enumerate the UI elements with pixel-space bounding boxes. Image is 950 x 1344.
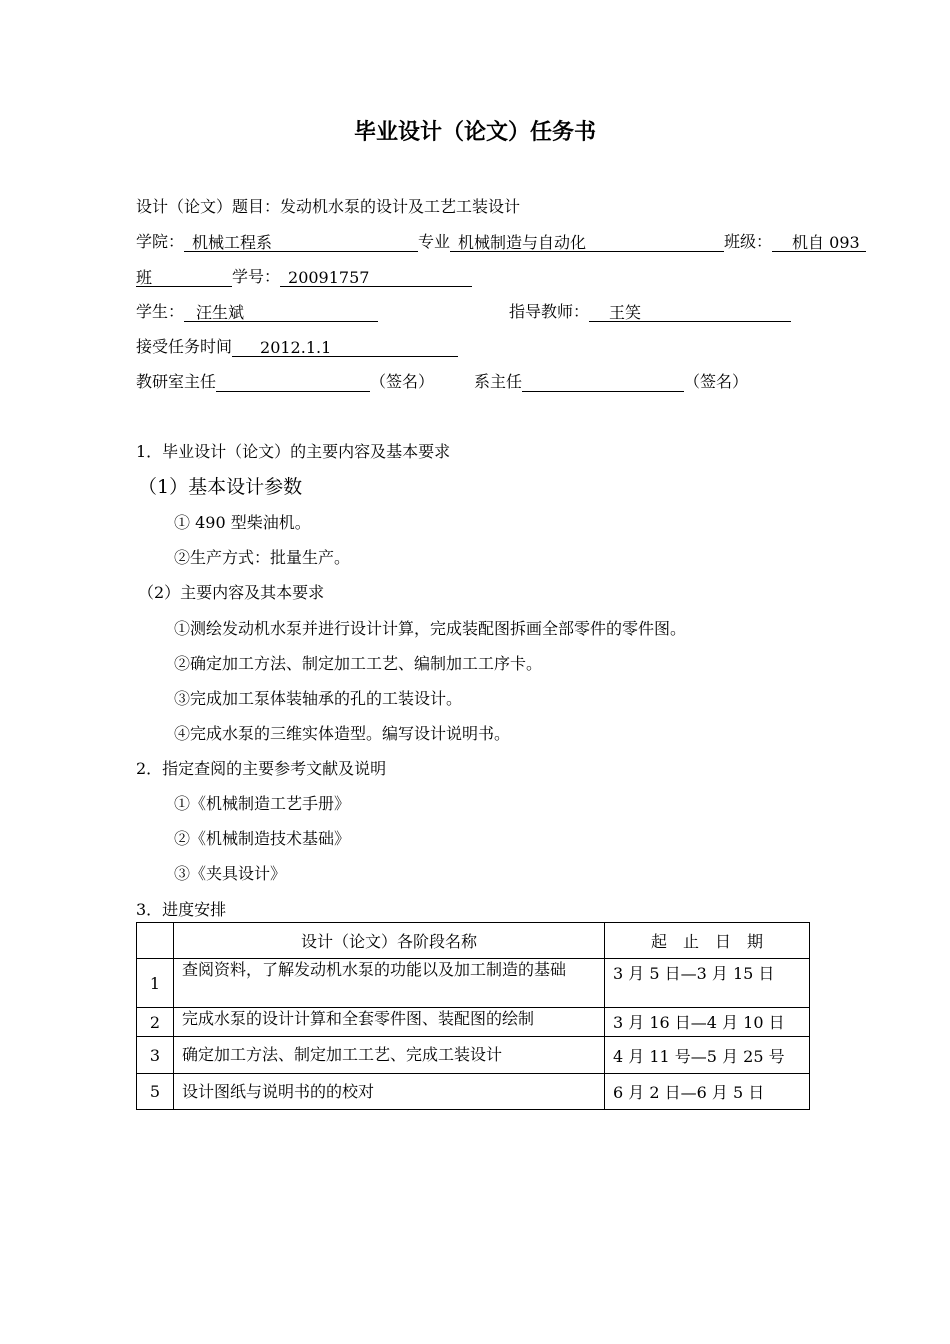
college-line	[136, 232, 866, 252]
student-value: 汪生斌	[184, 303, 378, 322]
section1-sub2: （2）主要内容及其本要求	[138, 583, 325, 602]
table-row	[137, 1037, 810, 1074]
major-value: 机械制造与自动化	[450, 233, 724, 252]
section1-heading: 1．毕业设计（论文）的主要内容及基本要求	[136, 442, 451, 461]
table-row	[137, 1008, 810, 1037]
content-item: ④完成水泵的三维实体造型。编写设计说明书。	[174, 724, 511, 743]
content-item: ②确定加工方法、制定加工工艺、编制加工工序卡。	[174, 654, 543, 673]
student-id-label: 学号：	[232, 267, 281, 286]
dept-head-label: 系主任	[474, 372, 523, 391]
param-item: ① 490 型柴油机。	[174, 513, 311, 532]
content-item: ①测绘发动机水泵并进行设计计算，完成装配图拆画全部零件的零件图。	[174, 619, 687, 638]
dept-head-signature-line	[522, 373, 684, 392]
reference-item: ①《机械制造工艺手册》	[174, 794, 351, 813]
section1-sub1: （1）基本设计参数	[138, 476, 303, 498]
reference-item: ②《机械制造技术基础》	[174, 829, 351, 848]
office-head-label: 教研室主任	[136, 372, 217, 391]
advisor-line	[509, 302, 791, 322]
table-cell-stage: 完成水泵的设计计算和全套零件图、装配图的绘制	[182, 1010, 535, 1028]
class-value-cont: 班	[136, 268, 232, 287]
table-header-row	[137, 923, 810, 959]
content-item: ③完成加工泵体装轴承的孔的工装设计。	[174, 689, 463, 708]
student-label: 学生：	[136, 302, 185, 321]
college-label: 学院：	[136, 232, 185, 251]
reference-item: ③《夹具设计》	[174, 864, 287, 883]
dept-head-sign: （签名）	[684, 372, 749, 391]
received-value: 2012.1.1	[232, 338, 458, 357]
table-cell-date: 3 月 5 日—3 月 15 日	[605, 959, 810, 1008]
advisor-value: 王笑	[589, 303, 791, 322]
class-label: 班级：	[724, 232, 773, 251]
table-cell-num: 2	[137, 1008, 174, 1037]
table-cell-date: 3 月 16 日—4 月 10 日	[605, 1008, 810, 1037]
table-header-cell	[137, 923, 174, 959]
student-line	[136, 302, 378, 322]
table-cell-stage: 设计图纸与说明书的的校对	[174, 1074, 605, 1110]
table-row	[137, 1074, 810, 1110]
student-id-value: 20091757	[280, 268, 472, 287]
table-cell-date: 6 月 2 日—6 月 5 日	[605, 1074, 810, 1110]
office-head-signature-line	[216, 373, 370, 392]
table-cell-date: 4 月 11 号—5 月 25 号	[605, 1037, 810, 1074]
topic-value: 发动机水泵的设计及工艺工装设计	[280, 197, 521, 216]
table-row	[137, 959, 810, 1008]
table-cell-stage: 查阅资料，了解发动机水泵的功能以及加工制造的基础	[174, 959, 605, 1008]
class-value: 机自 093	[772, 233, 866, 252]
student-id-line	[136, 267, 472, 287]
table-cell-num: 5	[137, 1074, 174, 1110]
topic-line	[136, 197, 520, 217]
param-item: ②生产方式：批量生产。	[174, 548, 351, 567]
table-header-cell: 设计（论文）各阶段名称	[174, 923, 605, 959]
office-head-sign: （签名）	[370, 372, 435, 391]
table-header-cell: 起 止 日 期	[605, 923, 810, 959]
schedule-table	[136, 922, 810, 1110]
section2-heading: 2．指定查阅的主要参考文献及说明	[136, 759, 387, 778]
table-cell-num: 3	[137, 1037, 174, 1074]
major-label: 专业	[418, 232, 451, 251]
topic-label: 设计（论文）题目：	[136, 197, 281, 216]
section3-heading: 3．进度安排	[136, 900, 227, 919]
table-cell-num: 1	[137, 959, 174, 1008]
advisor-label: 指导教师：	[509, 302, 590, 321]
heads-line	[136, 372, 748, 392]
table-cell-stage: 确定加工方法、制定加工工艺、完成工装设计	[174, 1037, 605, 1074]
received-label: 接受任务时间	[136, 337, 233, 356]
received-line	[136, 337, 458, 357]
document-title: 毕业设计（论文）任务书	[353, 120, 596, 145]
college-value: 机械工程系	[184, 233, 418, 252]
